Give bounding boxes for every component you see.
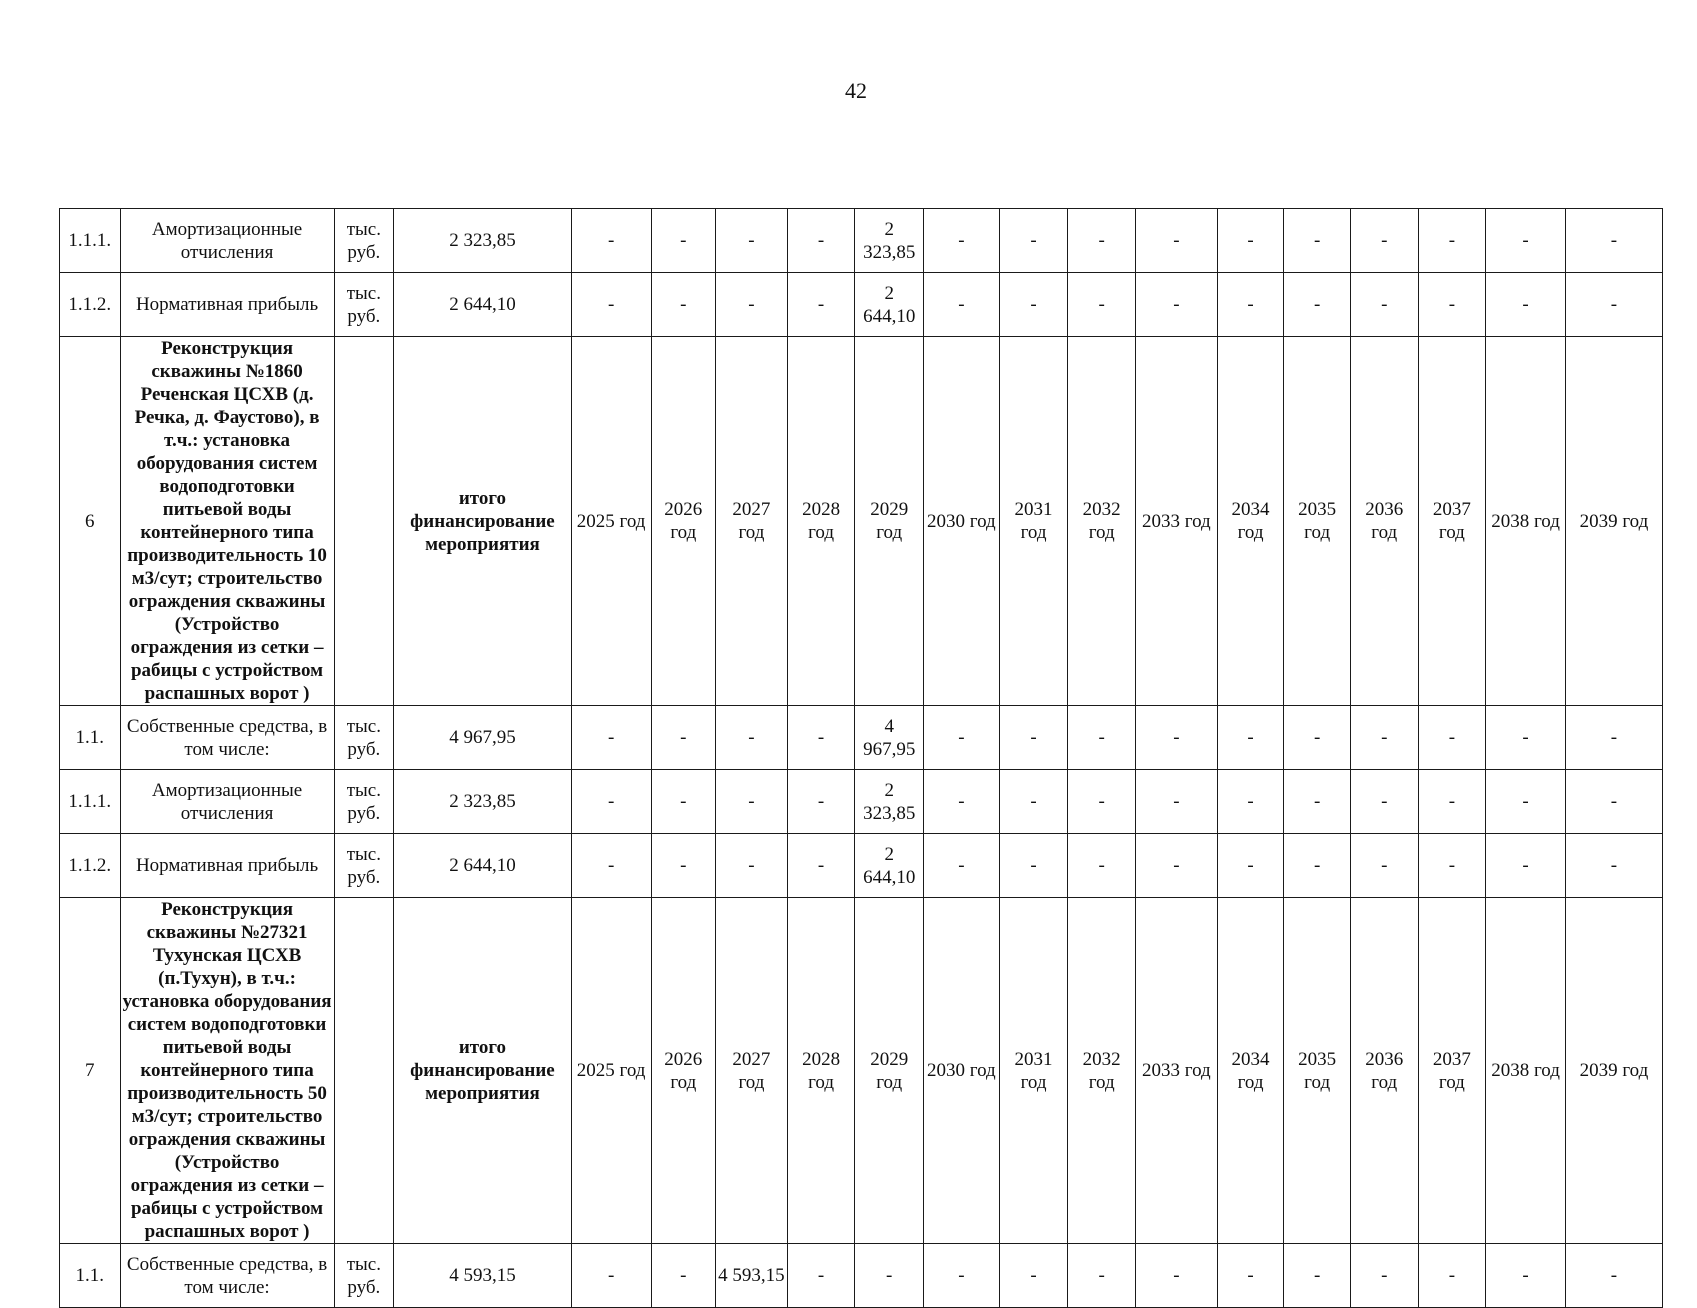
year-value-cell: -: [571, 770, 651, 834]
year-header-cell: 2039 год: [1565, 898, 1662, 1244]
year-value-cell: -: [651, 706, 716, 770]
year-header-cell: 2036 год: [1350, 337, 1418, 706]
item-name-cell: Амортизационные отчисления: [120, 770, 334, 834]
year-value-cell: -: [651, 834, 716, 898]
year-value-cell: -: [1350, 706, 1418, 770]
year-value-cell: -: [1217, 706, 1284, 770]
year-value-cell: -: [1565, 834, 1662, 898]
item-name-cell: Амортизационные отчисления: [120, 209, 334, 273]
year-value-cell: -: [924, 1244, 1000, 1308]
year-value-cell: -: [1135, 834, 1217, 898]
table-row: [60, 209, 1663, 273]
year-value-cell: -: [1284, 273, 1351, 337]
year-value-cell: -: [1565, 770, 1662, 834]
year-value-cell: -: [1418, 1244, 1486, 1308]
year-value-cell: -: [1565, 1244, 1662, 1308]
year-header-cell: 2030 год: [924, 898, 1000, 1244]
year-header-cell: 2027 год: [716, 898, 788, 1244]
year-value-cell: -: [1486, 1244, 1566, 1308]
year-value-cell: -: [1486, 770, 1566, 834]
table-row: [60, 834, 1663, 898]
year-value-cell: -: [1217, 209, 1284, 273]
year-value-cell: -: [999, 1244, 1068, 1308]
year-header-cell: 2036 год: [1350, 898, 1418, 1244]
year-value-cell: -: [716, 209, 788, 273]
year-value-cell: -: [1217, 273, 1284, 337]
year-value-cell: -: [1350, 209, 1418, 273]
year-header-cell: 2034 год: [1217, 898, 1284, 1244]
total-financing-header-cell: итого финансирование мероприятия: [394, 337, 572, 706]
year-value-cell: -: [855, 1244, 924, 1308]
financing-table: [59, 208, 1663, 1308]
unit-cell: [334, 337, 394, 706]
year-value-cell: -: [1135, 209, 1217, 273]
year-value-cell: -: [1068, 834, 1136, 898]
year-value-cell: -: [1284, 209, 1351, 273]
year-value-cell: -: [1565, 706, 1662, 770]
row-number-cell: 1.1.: [60, 706, 121, 770]
year-header-cell: 2028 год: [787, 898, 855, 1244]
year-value-cell: -: [1418, 834, 1486, 898]
year-value-cell: 2 644,10: [855, 834, 924, 898]
year-value-cell: -: [1418, 273, 1486, 337]
year-value-cell: -: [1284, 834, 1351, 898]
year-value-cell: -: [716, 834, 788, 898]
year-value-cell: -: [787, 1244, 855, 1308]
year-header-cell: 2033 год: [1135, 337, 1217, 706]
unit-cell: тыс. руб.: [334, 273, 394, 337]
year-value-cell: -: [787, 273, 855, 337]
year-header-cell: 2037 год: [1418, 898, 1486, 1244]
year-value-cell: -: [1284, 770, 1351, 834]
unit-cell: тыс. руб.: [334, 770, 394, 834]
year-value-cell: -: [1068, 1244, 1136, 1308]
year-value-cell: -: [571, 834, 651, 898]
year-value-cell: -: [716, 273, 788, 337]
row-number-cell: 1.1.1.: [60, 209, 121, 273]
year-header-cell: 2033 год: [1135, 898, 1217, 1244]
year-value-cell: -: [1135, 1244, 1217, 1308]
table-row: [60, 273, 1663, 337]
item-name-cell: Собственные средства, в том числе:: [120, 1244, 334, 1308]
year-value-cell: -: [1418, 770, 1486, 834]
year-header-cell: 2027 год: [716, 337, 788, 706]
total-financing-header-cell: итого финансирование мероприятия: [394, 898, 572, 1244]
year-value-cell: -: [651, 1244, 716, 1308]
year-value-cell: -: [1486, 834, 1566, 898]
year-header-cell: 2032 год: [1068, 898, 1136, 1244]
year-value-cell: -: [1284, 706, 1351, 770]
year-value-cell: -: [924, 209, 1000, 273]
year-value-cell: -: [787, 834, 855, 898]
unit-cell: тыс. руб.: [334, 209, 394, 273]
year-value-cell: -: [1565, 273, 1662, 337]
row-number-cell: 6: [60, 337, 121, 706]
year-header-cell: 2038 год: [1486, 898, 1566, 1244]
unit-cell: тыс. руб.: [334, 706, 394, 770]
measure-description-cell: Реконструкция скважины №27321 Тухунская ЦСХВ (п.Тухун), в т.ч.: установка оборудования систем водоподготовки питьевой воды контейнерного типа производительность 50 м3/сут; строительство ограждения скважины (Устройство ограждения из сетки – рабицы с устройством распашных ворот ): [120, 898, 334, 1244]
year-value-cell: -: [1418, 209, 1486, 273]
table-row: [60, 706, 1663, 770]
year-value-cell: -: [1486, 273, 1566, 337]
year-header-cell: 2039 год: [1565, 337, 1662, 706]
measure-description-cell: Реконструкция скважины №1860 Реченская ЦСХВ (д. Речка, д. Фаустово), в т.ч.: установка оборудования систем водоподготовки питьевой воды контейнерного типа производительность 10 м3/сут; строительство ограждения скважины (Устройство ограждения из сетки – рабицы с устройством распашных ворот ): [120, 337, 334, 706]
year-value-cell: -: [1068, 706, 1136, 770]
year-value-cell: -: [787, 209, 855, 273]
year-value-cell: 4 967,95: [855, 706, 924, 770]
year-value-cell: -: [1217, 770, 1284, 834]
total-value-cell: 2 644,10: [394, 273, 572, 337]
item-name-cell: Нормативная прибыль: [120, 834, 334, 898]
year-value-cell: -: [787, 706, 855, 770]
row-number-cell: 1.1.2.: [60, 834, 121, 898]
year-value-cell: -: [1135, 706, 1217, 770]
year-value-cell: -: [1486, 209, 1566, 273]
year-value-cell: -: [1350, 770, 1418, 834]
year-header-cell: 2029 год: [855, 337, 924, 706]
item-name-cell: Собственные средства, в том числе:: [120, 706, 334, 770]
year-value-cell: -: [999, 273, 1068, 337]
row-number-cell: 7: [60, 898, 121, 1244]
year-value-cell: -: [999, 706, 1068, 770]
unit-cell: тыс. руб.: [334, 834, 394, 898]
year-value-cell: -: [571, 273, 651, 337]
year-header-cell: 2034 год: [1217, 337, 1284, 706]
year-value-cell: -: [787, 770, 855, 834]
year-header-cell: 2031 год: [999, 337, 1068, 706]
year-value-cell: 2 644,10: [855, 273, 924, 337]
row-number-cell: 1.1.1.: [60, 770, 121, 834]
year-value-cell: -: [571, 1244, 651, 1308]
year-value-cell: 4 593,15: [716, 1244, 788, 1308]
year-value-cell: -: [1350, 834, 1418, 898]
year-value-cell: -: [1068, 273, 1136, 337]
year-value-cell: -: [924, 273, 1000, 337]
unit-cell: тыс. руб.: [334, 1244, 394, 1308]
measure-header-row: [60, 898, 1663, 1244]
total-value-cell: 4 967,95: [394, 706, 572, 770]
year-value-cell: -: [1350, 273, 1418, 337]
year-value-cell: -: [1284, 1244, 1351, 1308]
year-value-cell: -: [571, 706, 651, 770]
year-header-cell: 2025 год: [571, 898, 651, 1244]
year-value-cell: -: [999, 834, 1068, 898]
year-value-cell: -: [1350, 1244, 1418, 1308]
year-value-cell: -: [1565, 209, 1662, 273]
year-header-cell: 2037 год: [1418, 337, 1486, 706]
year-value-cell: -: [1486, 706, 1566, 770]
year-header-cell: 2038 год: [1486, 337, 1566, 706]
year-value-cell: -: [1217, 1244, 1284, 1308]
year-header-cell: 2026 год: [651, 337, 716, 706]
year-header-cell: 2035 год: [1284, 898, 1351, 1244]
year-value-cell: -: [1135, 273, 1217, 337]
measure-header-row: [60, 337, 1663, 706]
row-number-cell: 1.1.2.: [60, 273, 121, 337]
year-header-cell: 2025 год: [571, 337, 651, 706]
year-header-cell: 2029 год: [855, 898, 924, 1244]
total-value-cell: 2 323,85: [394, 209, 572, 273]
year-value-cell: -: [924, 834, 1000, 898]
year-value-cell: -: [1135, 770, 1217, 834]
year-header-cell: 2026 год: [651, 898, 716, 1244]
year-header-cell: 2030 год: [924, 337, 1000, 706]
table-row: [60, 1244, 1663, 1308]
year-value-cell: -: [571, 209, 651, 273]
table-row: [60, 770, 1663, 834]
year-header-cell: 2031 год: [999, 898, 1068, 1244]
year-value-cell: -: [999, 209, 1068, 273]
year-value-cell: -: [651, 273, 716, 337]
year-value-cell: -: [651, 770, 716, 834]
year-value-cell: -: [1068, 770, 1136, 834]
total-value-cell: 2 644,10: [394, 834, 572, 898]
year-value-cell: -: [999, 770, 1068, 834]
row-number-cell: 1.1.: [60, 1244, 121, 1308]
year-header-cell: 2028 год: [787, 337, 855, 706]
year-header-cell: 2035 год: [1284, 337, 1351, 706]
unit-cell: [334, 898, 394, 1244]
year-value-cell: -: [716, 706, 788, 770]
year-value-cell: -: [1068, 209, 1136, 273]
total-value-cell: 4 593,15: [394, 1244, 572, 1308]
year-value-cell: 2 323,85: [855, 770, 924, 834]
page-number: 42: [845, 78, 867, 103]
year-value-cell: -: [924, 770, 1000, 834]
year-value-cell: -: [716, 770, 788, 834]
total-value-cell: 2 323,85: [394, 770, 572, 834]
year-header-cell: 2032 год: [1068, 337, 1136, 706]
item-name-cell: Нормативная прибыль: [120, 273, 334, 337]
year-value-cell: -: [651, 209, 716, 273]
year-value-cell: -: [1217, 834, 1284, 898]
year-value-cell: 2 323,85: [855, 209, 924, 273]
year-value-cell: -: [1418, 706, 1486, 770]
year-value-cell: -: [924, 706, 1000, 770]
